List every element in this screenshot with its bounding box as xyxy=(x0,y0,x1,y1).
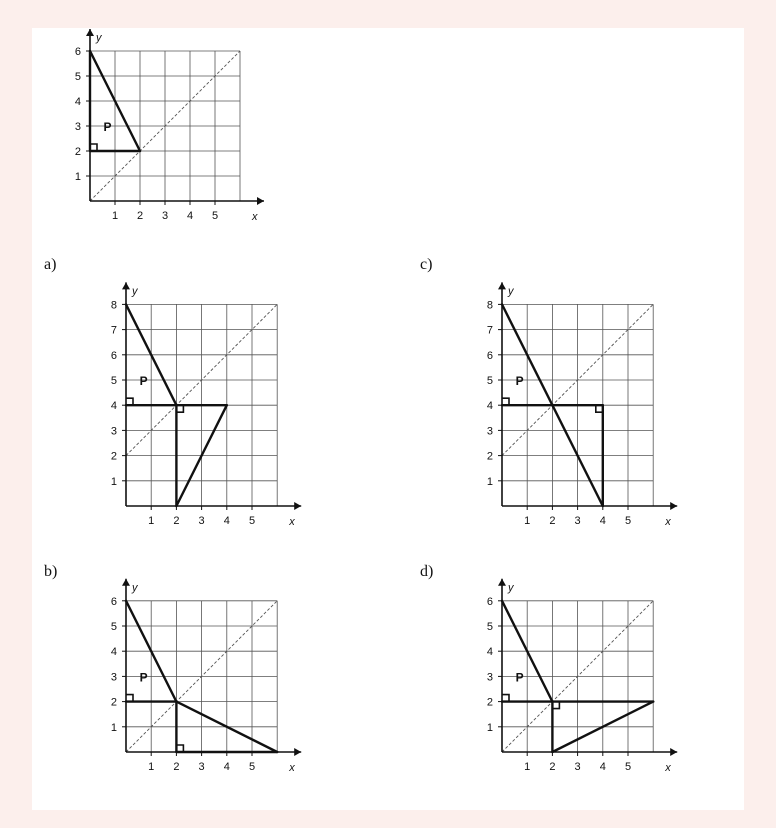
x-tick-label: 5 xyxy=(211,210,219,222)
y-tick-label: 1 xyxy=(110,721,117,734)
option-c-label: c) xyxy=(420,256,433,273)
x-tick-label: 1 xyxy=(524,515,531,527)
y-tick-label: 1 xyxy=(486,721,493,734)
y-axis-label: y xyxy=(132,285,138,298)
point-p-label: P xyxy=(139,670,148,685)
x-tick-label: 4 xyxy=(599,515,606,527)
x-tick-label: 2 xyxy=(136,210,144,222)
y-tick-label: 5 xyxy=(110,621,117,633)
y-tick-label: 3 xyxy=(110,671,117,684)
x-axis-arrow-icon xyxy=(670,748,677,756)
y-axis-label: y xyxy=(508,285,514,298)
y-tick-label: 2 xyxy=(110,450,117,463)
x-axis-label: x xyxy=(252,211,258,223)
y-tick-label: 2 xyxy=(486,450,493,463)
option-a-label: a) xyxy=(44,256,57,273)
y-tick-label: 1 xyxy=(486,475,493,488)
y-tick-label: 1 xyxy=(74,171,81,183)
x-tick-label: 4 xyxy=(599,761,606,773)
x-tick-label: 4 xyxy=(223,515,230,527)
y-tick-label: 4 xyxy=(110,646,117,659)
x-tick-label: 3 xyxy=(574,515,581,527)
y-tick-label: 7 xyxy=(110,324,117,337)
option-d-label: d) xyxy=(420,563,434,580)
y-axis-label: y xyxy=(508,581,514,594)
x-tick-label: 2 xyxy=(549,515,556,527)
x-axis-label: x xyxy=(289,516,295,528)
y-tick-label: 2 xyxy=(110,696,117,709)
y-tick-label: 5 xyxy=(486,621,493,633)
x-tick-label: 3 xyxy=(161,210,169,222)
x-tick-label: 3 xyxy=(198,515,205,527)
y-tick-label: 6 xyxy=(110,595,117,608)
y-tick-label: 2 xyxy=(486,696,493,709)
y-tick-label: 5 xyxy=(74,71,81,83)
y-tick-label: 3 xyxy=(486,671,493,684)
x-tick-label: 5 xyxy=(248,515,256,527)
x-tick-label: 1 xyxy=(148,761,155,773)
y-axis-label: y xyxy=(132,581,138,594)
x-tick-label: 5 xyxy=(624,515,632,527)
x-tick-label: 4 xyxy=(223,761,230,773)
y-axis-label: y xyxy=(96,32,102,44)
x-axis-label: x xyxy=(665,516,671,528)
y-tick-label: 1 xyxy=(110,475,117,488)
y-tick-label: 4 xyxy=(74,96,81,108)
y-tick-label: 6 xyxy=(110,349,117,362)
y-tick-label: 5 xyxy=(110,375,117,387)
point-p-label: P xyxy=(515,670,524,685)
x-tick-label: 3 xyxy=(198,761,205,773)
x-tick-label: 4 xyxy=(186,210,194,222)
y-tick-label: 4 xyxy=(110,400,117,413)
x-tick-label: 3 xyxy=(574,761,581,773)
x-axis-label: x xyxy=(665,762,671,774)
x-tick-label: 5 xyxy=(248,761,256,773)
y-tick-label: 3 xyxy=(486,425,493,438)
y-tick-label: 8 xyxy=(110,299,117,312)
y-tick-label: 6 xyxy=(486,595,493,608)
y-tick-label: 7 xyxy=(486,324,493,337)
point-p-label: P xyxy=(103,120,112,134)
y-tick-label: 4 xyxy=(486,646,493,659)
x-tick-label: 2 xyxy=(173,761,180,773)
x-axis-label: x xyxy=(289,762,295,774)
y-axis-arrow-icon xyxy=(498,579,506,586)
point-p-label: P xyxy=(139,374,148,388)
y-tick-label: 3 xyxy=(110,425,117,438)
y-tick-label: 6 xyxy=(74,46,81,58)
y-tick-label: 6 xyxy=(486,349,493,362)
y-tick-label: 3 xyxy=(74,121,81,133)
x-tick-label: 2 xyxy=(549,761,556,773)
x-tick-label: 1 xyxy=(148,515,155,527)
option-b-label: b) xyxy=(44,563,58,580)
x-tick-label: 2 xyxy=(173,515,180,527)
x-tick-label: 5 xyxy=(624,761,632,773)
y-tick-label: 5 xyxy=(486,375,493,387)
x-tick-label: 1 xyxy=(524,761,531,773)
y-tick-label: 8 xyxy=(486,299,493,312)
y-tick-label: 4 xyxy=(486,400,493,413)
point-p-label: P xyxy=(515,374,524,388)
y-tick-label: 2 xyxy=(74,146,81,158)
x-tick-label: 1 xyxy=(111,210,119,222)
